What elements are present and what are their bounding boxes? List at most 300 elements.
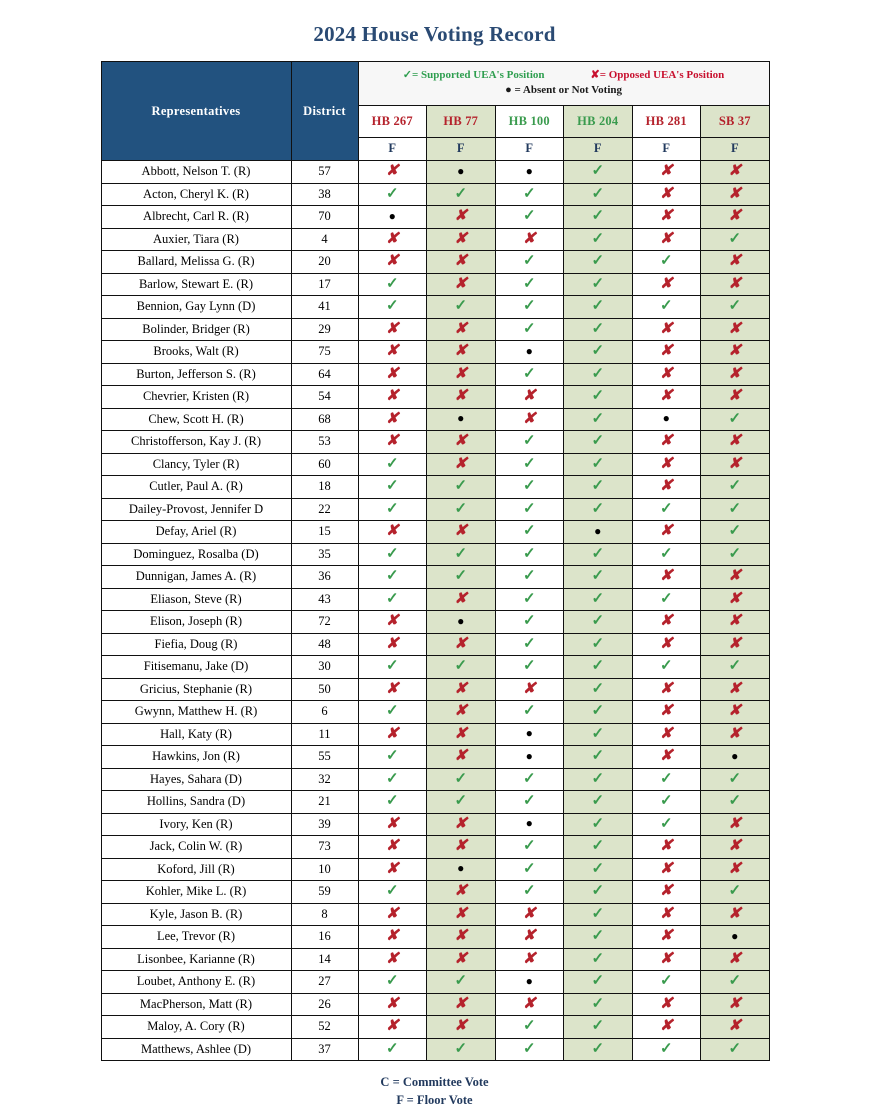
vote-cell: [564, 858, 633, 881]
table-row: [101, 431, 769, 454]
vote-cell: [358, 588, 427, 611]
vote-cell: [632, 363, 701, 386]
vote-cell: [701, 926, 770, 949]
representative-name: Dominguez, Rosalba (D): [101, 543, 291, 566]
vote-check-icon: ✓: [522, 253, 536, 270]
vote-cell: [427, 858, 496, 881]
vote-cell: [632, 656, 701, 679]
vote-cell: [632, 1038, 701, 1061]
vote-cross-icon: ✘: [385, 725, 399, 742]
vote-cell: [358, 746, 427, 769]
vote-cross-icon: ✘: [728, 590, 742, 607]
vote-cross-icon: ✘: [728, 635, 742, 652]
vote-cell: [427, 161, 496, 184]
vote-cross-icon: ✘: [454, 635, 468, 652]
vote-cell: [632, 476, 701, 499]
vote-cell: [564, 971, 633, 994]
vote-cell: [427, 971, 496, 994]
vote-check-icon: ✓: [522, 793, 536, 810]
vote-cell: [427, 521, 496, 544]
vote-cell: [427, 318, 496, 341]
vote-check-icon: ✓: [591, 208, 605, 225]
vote-check-icon: ✓: [454, 545, 468, 562]
vote-cell: [632, 206, 701, 229]
vote-cell: [564, 633, 633, 656]
vote-cell: [701, 633, 770, 656]
table-row: [101, 161, 769, 184]
vote-cross-icon: ✘: [385, 928, 399, 945]
vote-check-icon: ✓: [659, 770, 673, 787]
vote-cell: [358, 1038, 427, 1061]
table-row: [101, 543, 769, 566]
vote-cross-icon: ✘: [659, 635, 673, 652]
vote-cross-icon: ✘: [728, 320, 742, 337]
vote-cross-icon: ✘: [454, 815, 468, 832]
vote-cell: [495, 363, 564, 386]
vote-check-icon: ✓: [522, 1040, 536, 1057]
vote-cell: [358, 206, 427, 229]
vote-cell: [632, 926, 701, 949]
vote-cross-icon: ✘: [728, 950, 742, 967]
vote-cell: [427, 633, 496, 656]
vote-cross-icon: ✘: [659, 1018, 673, 1035]
vote-cross-icon: ✘: [728, 838, 742, 855]
vote-cross-icon: ✘: [454, 995, 468, 1012]
vote-cell: [564, 746, 633, 769]
representative-name: Hayes, Sahara (D): [101, 768, 291, 791]
representative-name: Lee, Trevor (R): [101, 926, 291, 949]
vote-cell: [701, 611, 770, 634]
vote-cell: [358, 633, 427, 656]
representative-name: Defay, Ariel (R): [101, 521, 291, 544]
vote-cell: [632, 183, 701, 206]
vote-cross-icon: ✘: [659, 905, 673, 922]
vote-cell: [358, 656, 427, 679]
vote-absent-dot-icon: ●: [457, 613, 465, 628]
vote-cell: [427, 926, 496, 949]
vote-check-icon: ✓: [591, 365, 605, 382]
vote-cell: [358, 948, 427, 971]
representative-name: Ivory, Ken (R): [101, 813, 291, 836]
representative-name: Gwynn, Matthew H. (R): [101, 701, 291, 724]
vote-cell: [564, 206, 633, 229]
vote-cell: [358, 723, 427, 746]
vote-check-icon: ✓: [454, 478, 468, 495]
representative-district: 20: [291, 251, 358, 274]
vote-cell: [632, 723, 701, 746]
legend-supported-text: = Supported UEA's Position: [412, 68, 545, 81]
vote-check-icon: ✓: [591, 410, 605, 427]
vote-cell: [564, 588, 633, 611]
table-row: [101, 948, 769, 971]
vote-check-icon: ✓: [385, 568, 399, 585]
table-row: [101, 566, 769, 589]
vote-cross-icon: ✘: [385, 365, 399, 382]
vote-absent-dot-icon: ●: [525, 816, 533, 830]
vote-cell: [701, 431, 770, 454]
vote-check-icon: ✓: [454, 568, 468, 585]
representative-name: Auxier, Tiara (R): [101, 228, 291, 251]
vote-cross-icon: ✘: [659, 523, 673, 540]
vote-cell: [358, 701, 427, 724]
vote-cross-icon: ✘: [385, 343, 399, 360]
vote-cell: [495, 498, 564, 521]
table-row: [101, 1016, 769, 1039]
vote-cell: [632, 498, 701, 521]
vote-cell: [495, 543, 564, 566]
bill-header-hb-281: HB 281: [632, 105, 701, 137]
vote-cross-icon: ✘: [659, 433, 673, 450]
representative-name: Kohler, Mike L. (R): [101, 881, 291, 904]
vote-check-icon: ✓: [385, 455, 399, 472]
vote-cell: [564, 341, 633, 364]
vote-cell: [427, 836, 496, 859]
representative-district: 10: [291, 858, 358, 881]
vote-cross-icon: ✘: [728, 455, 742, 472]
vote-cross-icon: ✘: [659, 995, 673, 1012]
bill-header-hb-204: HB 204: [564, 105, 633, 137]
vote-check-icon: ✓: [522, 478, 536, 495]
vote-cross-icon: ✘: [454, 275, 468, 292]
vote-absent-dot-icon: ●: [525, 343, 533, 358]
vote-cell: [427, 1038, 496, 1061]
vote-cell: [358, 521, 427, 544]
vote-cell: [358, 431, 427, 454]
vote-cell: [358, 341, 427, 364]
vote-check-icon: ✓: [454, 185, 468, 202]
representative-district: 16: [291, 926, 358, 949]
vote-absent-dot-icon: ●: [731, 928, 739, 943]
vote-cross-icon: ✘: [385, 523, 399, 540]
representative-name: Clancy, Tyler (R): [101, 453, 291, 476]
vote-cell: [632, 228, 701, 251]
representative-district: 52: [291, 1016, 358, 1039]
representative-name: Abbott, Nelson T. (R): [101, 161, 291, 184]
vote-cell: [358, 926, 427, 949]
vote-cross-icon: ✘: [659, 568, 673, 585]
table-row: [101, 408, 769, 431]
representative-name: Kyle, Jason B. (R): [101, 903, 291, 926]
vote-cell: [632, 566, 701, 589]
vote-cross-icon: ✘: [385, 905, 399, 922]
vote-type-hb-100: F: [495, 137, 564, 161]
representative-name: Chew, Scott H. (R): [101, 408, 291, 431]
vote-cell: [495, 318, 564, 341]
vote-cross-icon: ✘: [728, 995, 742, 1012]
table-row: [101, 926, 769, 949]
vote-cell: [427, 408, 496, 431]
vote-check-icon: ✓: [659, 253, 673, 270]
table-row: [101, 656, 769, 679]
vote-cross-icon: ✘: [659, 725, 673, 742]
vote-cell: [701, 408, 770, 431]
vote-cell: [427, 1016, 496, 1039]
vote-cross-icon: ✘: [522, 230, 536, 247]
vote-cross-icon: ✘: [385, 433, 399, 450]
legend-line-absent: [359, 83, 769, 99]
vote-cell: [632, 678, 701, 701]
representative-district: 26: [291, 993, 358, 1016]
vote-cell: [632, 813, 701, 836]
vote-cell: [564, 566, 633, 589]
vote-check-icon: ✓: [454, 1040, 468, 1057]
vote-cell: [427, 791, 496, 814]
table-row: [101, 611, 769, 634]
vote-cell: [358, 566, 427, 589]
vote-cell: [701, 971, 770, 994]
vote-cell: [427, 881, 496, 904]
vote-check-icon: ✓: [522, 883, 536, 900]
vote-cell: [701, 341, 770, 364]
vote-check-icon: ✓: [522, 703, 536, 720]
representative-district: 64: [291, 363, 358, 386]
vote-cell: [701, 1016, 770, 1039]
table-row: [101, 723, 769, 746]
vote-cell: [427, 746, 496, 769]
vote-cell: [358, 296, 427, 319]
vote-cell: [701, 453, 770, 476]
table-row: [101, 903, 769, 926]
vote-cell: [701, 881, 770, 904]
vote-cell: [358, 498, 427, 521]
vote-cell: [701, 386, 770, 409]
legend-line-supported-opposed: [359, 68, 769, 84]
vote-cross-icon: ✘: [659, 185, 673, 202]
vote-cell: [427, 701, 496, 724]
vote-check-icon: ✓: [728, 410, 742, 427]
vote-check-icon: ✓: [728, 883, 742, 900]
vote-cell: [564, 723, 633, 746]
representative-district: 38: [291, 183, 358, 206]
vote-cell: [358, 386, 427, 409]
vote-check-icon: ✓: [659, 500, 673, 517]
table-row: [101, 228, 769, 251]
representative-name: Loubet, Anthony E. (R): [101, 971, 291, 994]
vote-check-icon: ✓: [522, 298, 536, 315]
representative-district: 50: [291, 678, 358, 701]
vote-cell: [427, 768, 496, 791]
vote-cell: [358, 228, 427, 251]
vote-cell: [564, 993, 633, 1016]
vote-cross-icon: ✘: [385, 163, 399, 180]
vote-cell: [701, 858, 770, 881]
vote-check-icon: ✓: [591, 793, 605, 810]
representative-district: 22: [291, 498, 358, 521]
table-row: [101, 386, 769, 409]
vote-cross-icon: ✘: [728, 343, 742, 360]
vote-cross-icon: ✘: [728, 905, 742, 922]
legend-box: [358, 62, 769, 106]
vote-cross-icon: ✘: [659, 680, 673, 697]
vote-check-icon: ✓: [522, 208, 536, 225]
vote-cell: [495, 656, 564, 679]
legend-opposed-text: = Opposed UEA's Position: [599, 68, 725, 81]
vote-check-icon: ✓: [591, 725, 605, 742]
vote-cross-icon: ✘: [385, 410, 399, 427]
vote-cell: [564, 791, 633, 814]
table-row: [101, 183, 769, 206]
vote-cross-icon: ✘: [728, 815, 742, 832]
vote-check-icon: ✓: [591, 883, 605, 900]
vote-cell: [495, 903, 564, 926]
vote-cell: [427, 903, 496, 926]
vote-check-icon: ✓: [385, 793, 399, 810]
vote-cross-icon: ✘: [385, 613, 399, 630]
vote-cell: [564, 881, 633, 904]
vote-cell: [427, 183, 496, 206]
vote-cross-icon: ✘: [454, 928, 468, 945]
vote-cell: [632, 431, 701, 454]
vote-cross-icon: ✘: [454, 883, 468, 900]
vote-check-icon: ✓: [591, 1040, 605, 1057]
vote-check-icon: ✓: [385, 1040, 399, 1057]
vote-check-icon: ✓: [591, 568, 605, 585]
vote-cross-icon: ✘: [522, 928, 536, 945]
representative-district: 39: [291, 813, 358, 836]
vote-cross-icon: ✘: [454, 748, 468, 765]
vote-cell: [427, 498, 496, 521]
vote-cell: [495, 566, 564, 589]
vote-cell: [358, 858, 427, 881]
vote-check-icon: ✓: [591, 658, 605, 675]
vote-cell: [564, 296, 633, 319]
representative-name: Dailey-Provost, Jennifer D: [101, 498, 291, 521]
vote-cross-icon: ✘: [659, 928, 673, 945]
vote-cell: [632, 341, 701, 364]
vote-check-icon: ✓: [591, 973, 605, 990]
vote-cross-icon: ✘: [728, 1018, 742, 1035]
vote-cell: [564, 431, 633, 454]
vote-cell: [701, 296, 770, 319]
vote-cell: [632, 251, 701, 274]
vote-check-icon: ✓: [728, 793, 742, 810]
vote-cell: [358, 993, 427, 1016]
vote-cell: [495, 858, 564, 881]
voting-table-container: [101, 61, 769, 1061]
vote-cell: [358, 183, 427, 206]
page-title: 2024 House Voting Record: [313, 22, 556, 46]
vote-absent-dot-icon: ●: [731, 748, 739, 763]
voting-record-table: [101, 61, 770, 1061]
vote-cell: [701, 566, 770, 589]
vote-cell: [358, 318, 427, 341]
vote-cell: [701, 273, 770, 296]
vote-cell: [495, 251, 564, 274]
vote-cross-icon: ✘: [522, 950, 536, 967]
vote-cell: [427, 453, 496, 476]
representative-name: Koford, Jill (R): [101, 858, 291, 881]
table-header: [101, 62, 769, 161]
vote-cell: [632, 611, 701, 634]
vote-cell: [564, 701, 633, 724]
footer-committee-vote: C = Committee Vote: [380, 1075, 489, 1089]
vote-check-icon: ✓: [591, 298, 605, 315]
vote-check-icon: ✓: [385, 298, 399, 315]
vote-check-icon: ✓: [728, 500, 742, 517]
representative-district: 29: [291, 318, 358, 341]
vote-cell: [427, 228, 496, 251]
representative-district: 14: [291, 948, 358, 971]
vote-cell: [495, 183, 564, 206]
vote-cell: [701, 701, 770, 724]
table-row: [101, 881, 769, 904]
vote-cross-icon: ✘: [454, 388, 468, 405]
table-row: [101, 273, 769, 296]
vote-check-icon: ✓: [522, 185, 536, 202]
vote-cross-icon: ✘: [385, 950, 399, 967]
vote-cell: [701, 161, 770, 184]
vote-cell: [564, 318, 633, 341]
vote-cell: [701, 521, 770, 544]
vote-cross-icon: ✘: [454, 343, 468, 360]
vote-check-icon: ✓: [385, 973, 399, 990]
table-row: [101, 701, 769, 724]
table-row: [101, 341, 769, 364]
vote-cross-icon: ✘: [454, 433, 468, 450]
representative-name: Fiefia, Doug (R): [101, 633, 291, 656]
vote-cross-icon: ✘: [385, 320, 399, 337]
vote-cell: [701, 993, 770, 1016]
vote-type-hb-77: F: [427, 137, 496, 161]
vote-check-icon: ✓: [591, 433, 605, 450]
vote-cell: [564, 386, 633, 409]
vote-cross-icon: ✘: [385, 635, 399, 652]
vote-check-icon: ✓: [454, 793, 468, 810]
vote-cell: [701, 678, 770, 701]
vote-cell: [701, 588, 770, 611]
vote-cross-icon: ✘: [385, 680, 399, 697]
vote-check-icon: ✓: [522, 523, 536, 540]
check-icon: ✓: [402, 68, 413, 81]
vote-cell: [701, 476, 770, 499]
vote-cross-icon: ✘: [659, 275, 673, 292]
vote-check-icon: ✓: [728, 545, 742, 562]
representative-name: Fitisemanu, Jake (D): [101, 656, 291, 679]
vote-cell: [427, 363, 496, 386]
vote-cell: [564, 836, 633, 859]
representative-name: Gricius, Stephanie (R): [101, 678, 291, 701]
vote-check-icon: ✓: [591, 545, 605, 562]
vote-cell: [564, 183, 633, 206]
representative-district: 6: [291, 701, 358, 724]
vote-cross-icon: ✘: [385, 1018, 399, 1035]
table-row: [101, 318, 769, 341]
vote-cross-icon: ✘: [659, 860, 673, 877]
vote-cell: [495, 723, 564, 746]
vote-check-icon: ✓: [728, 1040, 742, 1057]
vote-check-icon: ✓: [522, 275, 536, 292]
vote-cross-icon: ✘: [454, 725, 468, 742]
representative-name: Cutler, Paul A. (R): [101, 476, 291, 499]
vote-cross-icon: ✘: [385, 995, 399, 1012]
bill-header-hb-100: HB 100: [495, 105, 564, 137]
vote-check-icon: ✓: [522, 433, 536, 450]
vote-check-icon: ✓: [591, 770, 605, 787]
vote-cell: [495, 813, 564, 836]
representative-district: 30: [291, 656, 358, 679]
vote-cell: [358, 453, 427, 476]
vote-cell: [427, 431, 496, 454]
vote-type-hb-267: F: [358, 137, 427, 161]
vote-cell: [701, 723, 770, 746]
vote-check-icon: ✓: [659, 973, 673, 990]
vote-check-icon: ✓: [728, 230, 742, 247]
vote-cell: [427, 588, 496, 611]
table-row: [101, 206, 769, 229]
vote-cell: [495, 431, 564, 454]
representative-district: 43: [291, 588, 358, 611]
representative-name: Hawkins, Jon (R): [101, 746, 291, 769]
